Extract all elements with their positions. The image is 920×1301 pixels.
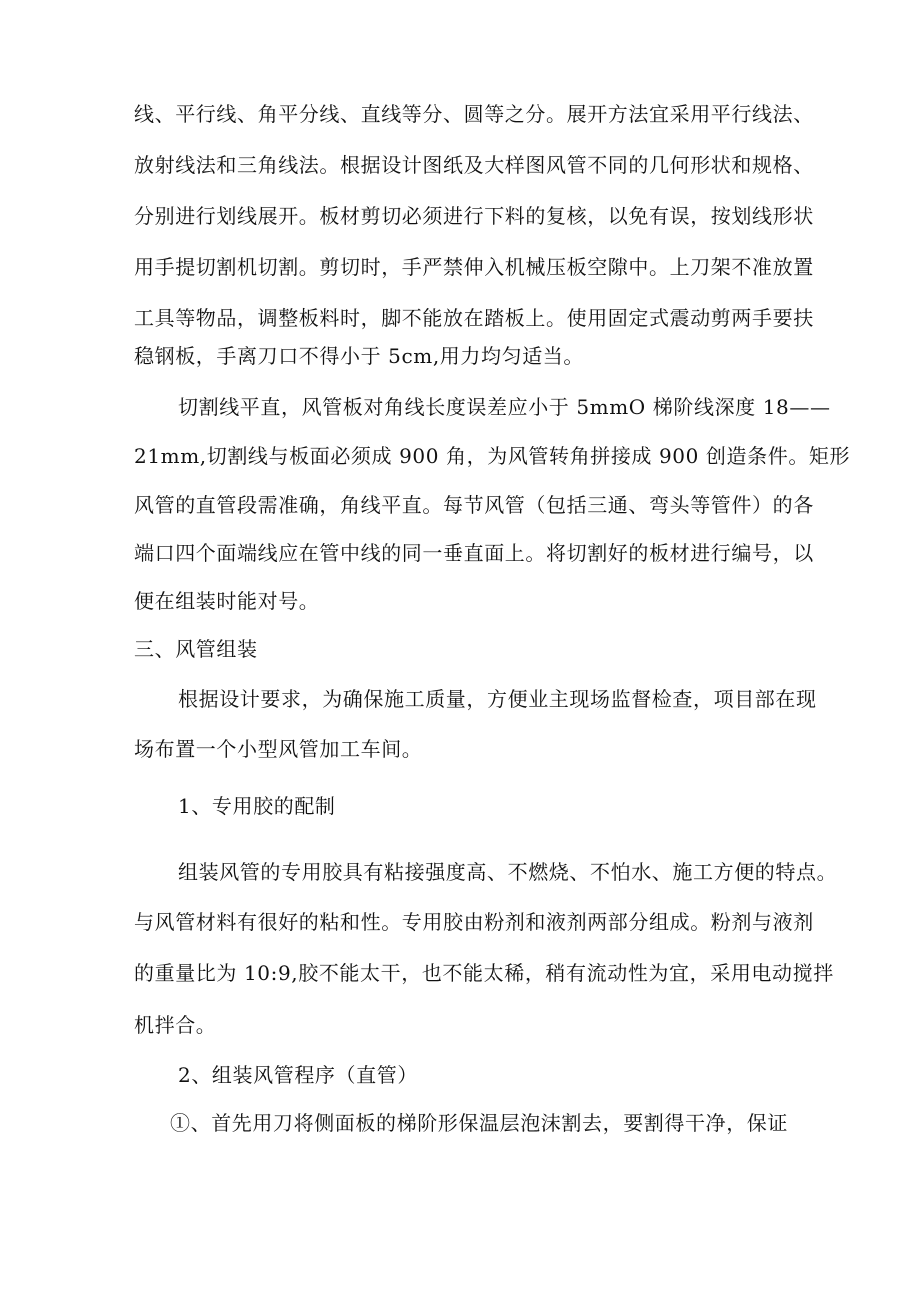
paragraph-1-line-1: 线、平行线、角平分线、直线等分、圆等之分。展开方法宜采用平行线法、: [134, 102, 814, 126]
paragraph-3-line-2: 场布置一个小型风管加工车间。: [134, 737, 423, 761]
paragraph-4-line-3: 的重量比为 10:9,胶不能太干，也不能太稀，稍有流动性为宜，采用电动搅拌: [134, 961, 834, 985]
paragraph-1-line-2: 放射线法和三角线法。根据设计图纸及大样图风管不同的几何形状和规格、: [134, 153, 814, 177]
paragraph-2-line-1: 切割线平直，风管板对角线长度误差应小于 5mmO 梯阶线深度 18——: [178, 395, 831, 419]
paragraph-1-line-6: 稳钢板，手离刀口不得小于 5cm,用力均匀适当。: [134, 344, 585, 368]
subheading-2: 2、组装风管程序（直管）: [178, 1063, 418, 1087]
paragraph-4-line-2: 与风管材料有很好的粘和性。专用胶由粉剂和液剂两部分组成。粉剂与液剂: [134, 910, 814, 934]
paragraph-1-line-3: 分别进行划线展开。板材剪切必须进行下料的复核，以免有误，按划线形状: [134, 204, 814, 228]
paragraph-4-line-1: 组装风管的专用胶具有粘接强度高、不燃烧、不怕水、施工方便的特点。: [178, 860, 838, 884]
paragraph-2-line-5: 便在组装时能对号。: [134, 589, 320, 613]
paragraph-1-line-5: 工具等物品，调整板料时，脚不能放在踏板上。使用固定式震动剪两手要扶: [134, 306, 814, 330]
paragraph-3-line-1: 根据设计要求，为确保施工质量，方便业主现场监督检查，项目部在现: [178, 687, 817, 711]
section-heading: 三、风管组装: [134, 637, 258, 661]
paragraph-2-line-4: 端口四个面端线应在管中线的同一垂直面上。将切割好的板材进行编号，以: [134, 541, 814, 565]
paragraph-1-line-4: 用手提切割机切割。剪切时，手严禁伸入机械压板空隙中。上刀架不准放置: [134, 255, 814, 279]
paragraph-2-line-3: 风管的直管段需准确，角线平直。每节风管（包括三通、弯头等管件）的各: [134, 493, 814, 517]
subheading-1: 1、专用胶的配制: [178, 794, 336, 818]
paragraph-5-line-1: ①、首先用刀将侧面板的梯阶形保温层泡沫割去，要割得干净，保证: [170, 1111, 788, 1135]
paragraph-2-line-2: 21mm,切割线与板面必须成 900 角，为风管转角拼接成 900 创造条件。矩形: [134, 444, 851, 468]
paragraph-4-line-4: 机拌合。: [134, 1013, 217, 1037]
